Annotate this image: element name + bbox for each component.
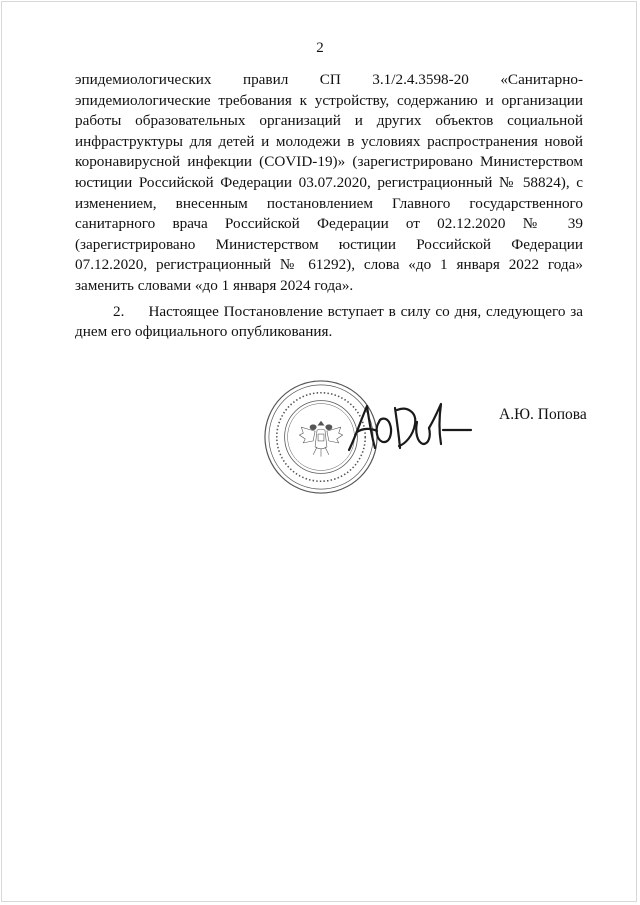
signatory-name: А.Ю. Попова — [499, 406, 587, 423]
paragraph-continuation: эпидемиологических правил СП 3.1/2.4.3598-20 «Санитарно-эпидемиологические требования к устройству, содержанию и организации работы образовательных организаций и других объектов социальной инфраструктуры для детей и молодежи в условиях распространения новой коронавирусной инфекции (COVID-19)» (зарегистрировано Министерством юстиции Российской Федерации 03.07.2020, регистрационный № 58824), с изменением, внесенным постановлением Главного государственного санитарного врача Российской Федерации от 02.12.2020 № 39 (зарегистрировано Министерством юстиции Российской Федерации 07.12.2020, регистрационный № 61292), слова «до 1 января 2022 года» заменить словами «до 1 января 2024 года». — [75, 71, 583, 294]
handwritten-signature — [345, 398, 475, 460]
paragraph-effective-date: 2. Настоящее Постановление вступает в силу со дня, следующего за днем его официального опубликования. — [75, 302, 583, 341]
page-number: 2 — [316, 40, 324, 56]
document-body — [75, 70, 583, 343]
